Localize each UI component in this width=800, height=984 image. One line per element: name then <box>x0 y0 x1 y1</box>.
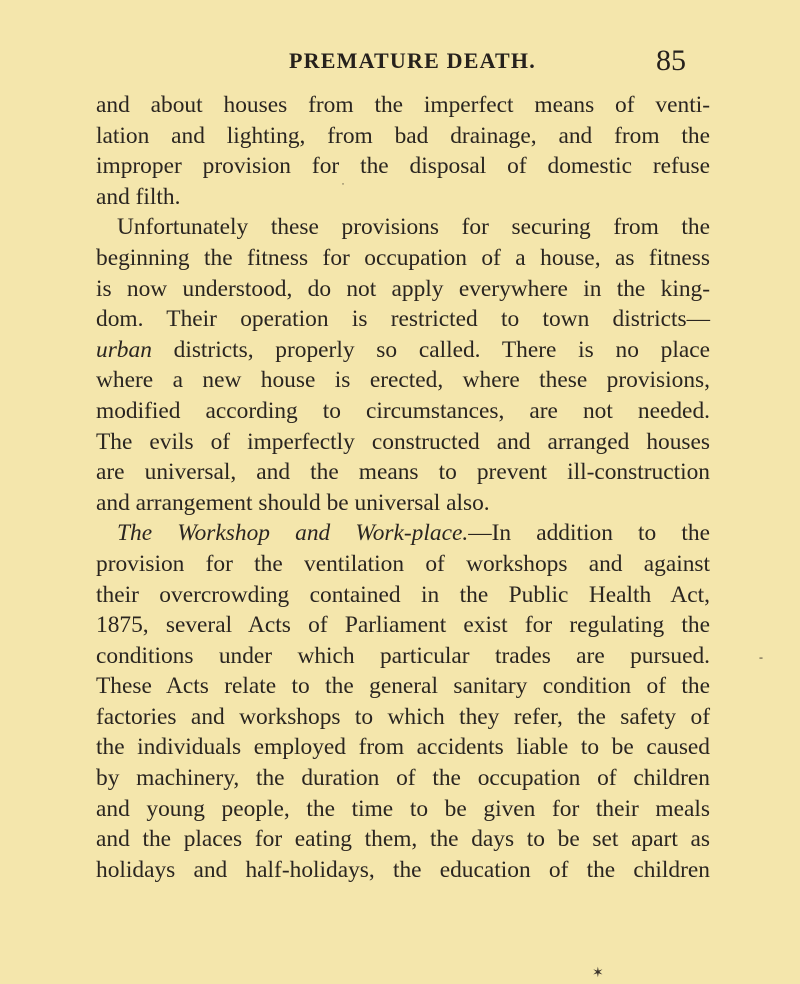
section-heading-line <box>96 518 710 549</box>
body-text <box>96 90 710 885</box>
page-number: 85 <box>656 44 686 77</box>
text-line: and about houses from the imperfect means of venti- <box>96 92 710 118</box>
text-line: dom. Their operation is restricted to town districts— <box>96 306 710 333</box>
speck-mark: ✶ <box>592 966 604 981</box>
text-line: conditions under which particular trades are pursued. <box>96 642 710 669</box>
text-line: factories and workshops to which they refer, the safety of <box>96 703 710 730</box>
running-title: PREMATURE DEATH. <box>289 48 536 73</box>
text-line: and arrangement should be universal also. <box>96 489 490 516</box>
text-line: where a new house is erected, where these provisions, <box>96 367 710 394</box>
speck-mark: - <box>759 650 763 664</box>
text-line: beginning the fitness for occupation of a house, as fitness <box>96 244 710 271</box>
text-line: are universal, and the means to prevent ill-construction <box>96 459 710 486</box>
text-line: 1875, several Acts of Parliament exist for regulating the <box>96 612 710 639</box>
text-line: their overcrowding contained in the Public Health Act, <box>96 581 710 608</box>
italic-urban: urban <box>96 336 152 363</box>
text-line: holidays and half-holidays, the education of the children <box>96 856 710 883</box>
text-line: and filth. <box>96 183 181 210</box>
text-line: The evils of imperfectly constructed and arranged houses <box>96 428 710 455</box>
text-line: modified according to circumstances, are not needed. <box>96 397 710 424</box>
text-line: These Acts relate to the general sanitary condition of the <box>96 673 710 700</box>
text-line: the individuals employed from accidents liable to be caused <box>96 734 710 761</box>
text-line: by machinery, the duration of the occupation of children <box>96 765 710 792</box>
text-line: improper provision for the disposal of domestic refuse <box>96 153 710 180</box>
text-line: lation and lighting, from bad drainage, and from the <box>96 122 710 149</box>
text-line: and the places for eating them, the days to be set apart as <box>96 826 710 853</box>
text-line-with-italic <box>96 335 710 366</box>
italic-section-heading: The Workshop and Work-place. <box>117 520 469 547</box>
text-fragment: —In addition to the <box>468 520 710 547</box>
text-fragment: districts, properly so called. There is no place <box>173 336 710 363</box>
text-line: Unfortunately these provisions for securing from the <box>117 214 710 241</box>
text-line: and young people, the time to be given for their meals <box>96 795 710 822</box>
text-line: provision for the ventilation of workshops and against <box>96 550 710 577</box>
speck-mark: ˙ <box>341 180 345 194</box>
running-header <box>0 44 800 84</box>
text-line: is now understood, do not apply everywhere in the king- <box>96 275 710 302</box>
